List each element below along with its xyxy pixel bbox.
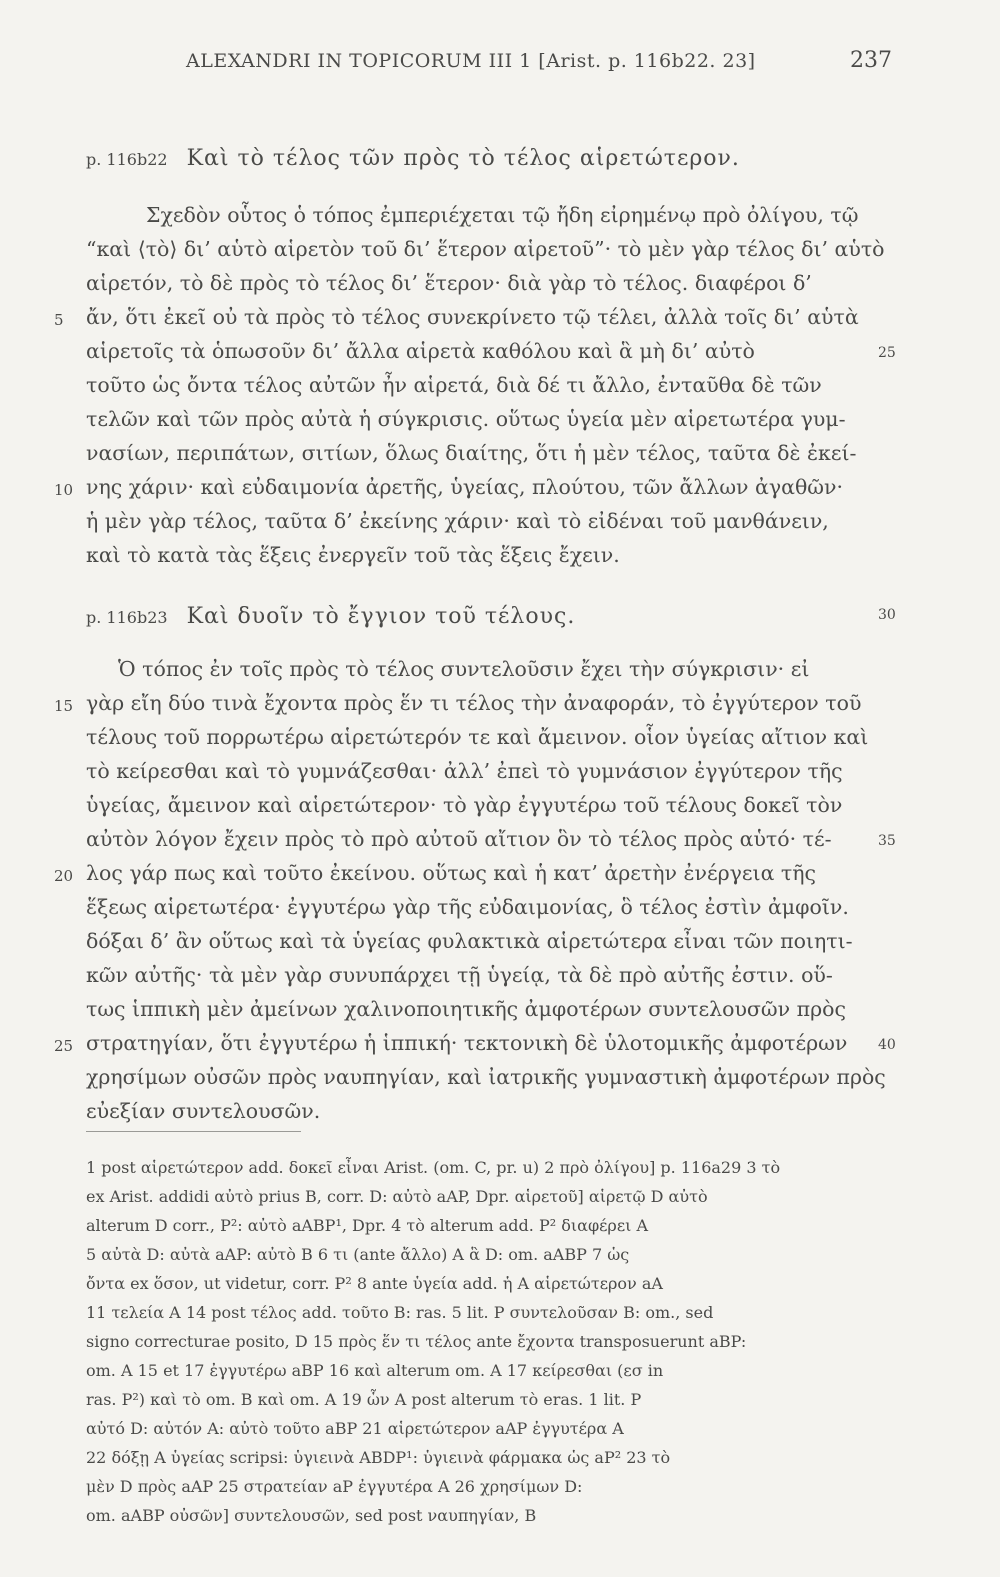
margin-number: 25 [878,345,896,361]
text-line: γὰρ εἴη δύο τινὰ ἔχοντα πρὸς ἕν τι τέλος τὴν ἀναφοράν, τὸ ἐγγύτερον τοῦ [86,691,862,715]
text-line: δόξαι δ’ ἂν οὕτως καὶ τὰ ὑγείας φυλακτικὰ αἱρετώτερα εἶναι τῶν ποιητι- [86,929,853,953]
text-line: νασίων, περιπάτων, σιτίων, ὅλως διαίτης, ὅτι ἡ μὲν τέλος, ταῦτα δὲ ἐκεί- [86,441,857,465]
text-line: αἱρετοῖς τὰ ὁπωσοῦν δι’ ἄλλα αἱρετὰ καθόλου καὶ ἃ μὴ δι’ αὐτὸ [86,339,755,363]
text-line: τέλους τοῦ πορρωτέρω αἱρετώτερόν τε καὶ ἄμεινον. οἷον ὑγείας αἴτιον καὶ [86,725,869,749]
text-line: χρησίμων οὐσῶν πρὸς ναυπηγίαν, καὶ ἰατρικῆς γυμναστικὴ ἀμφοτέρων πρὸς [86,1065,886,1089]
margin-number: 40 [878,1037,896,1053]
text-line: τοῦτο ὡς ὄντα τέλος αὐτῶν ἦν αἱρετά, διὰ δέ τι ἄλλο, ἐνταῦθα δὲ τῶν [86,373,822,397]
text-line: εὐεξίαν συντελουσῶν. [86,1099,321,1123]
section-reference: p. 116b22 [86,150,168,169]
footnote-line: alterum D corr., P²: αὐτὸ aABP¹, Dpr. 4 τὸ alterum add. P² διαφέρει A [86,1216,649,1235]
text-line: τὸ κείρεσθαι καὶ τὸ γυμνάζεσθαι· ἀλλ’ ἐπεὶ τὸ γυμνάσιον ἐγγύτερον τῆς [86,759,843,783]
footnote-rule [86,1131,301,1132]
text-line: αὐτὸν λόγον ἔχειν πρὸς τὸ πρὸ αὐτοῦ αἴτιον ὃν τὸ τέλος πρὸς αὑτό· τέ- [86,827,832,851]
line-number: 15 [54,697,74,715]
text-line: ἄν, ὅτι ἐκεῖ οὐ τὰ πρὸς τὸ τέλος συνεκρίνετο τῷ τέλει, ἀλλὰ τοῖς δι’ αὑτὰ [86,305,859,329]
text-line: ἕξεως αἱρετωτέρα· ἐγγυτέρω γὰρ τῆς εὐδαιμονίας, ὃ τέλος ἐστὶν ἀμφοῖν. [86,895,849,919]
text-line: καὶ τὸ κατὰ τὰς ἕξεις ἐνεργεῖν τοῦ τὰς ἕξεις ἔχειν. [86,543,620,567]
section-lemma: Καὶ τὸ τέλος τῶν πρὸς τὸ τέλος αἱρετώτερον. [186,146,740,171]
line-number: 20 [54,867,74,885]
section-heading [86,604,575,629]
footnote-line: signo correcturae posito, D 15 πρὸς ἕν τι τέλος ante ἔχοντα transposuerunt aBP: [86,1332,747,1351]
footnote-line: om. aABP οὐσῶν] συντελουσῶν, sed post ναυπηγίαν, B [86,1506,537,1525]
section-heading [86,146,740,171]
page-number: 237 [850,48,892,73]
line-number: 25 [54,1037,74,1055]
text-line: νης χάριν· καὶ εὐδαιμονία ἀρετῆς, ὑγείας, πλούτου, τῶν ἄλλων ἀγαθῶν· [86,475,843,499]
section-lemma: Καὶ δυοῖν τὸ ἔγγιον τοῦ τέλους. [186,604,576,629]
text-line: στρατηγίαν, ὅτι ἐγγυτέρω ἡ ἱππική· τεκτονικὴ δὲ ὑλοτομικῆς ἀμφοτέρων [86,1031,848,1055]
text-line: ὑγείας, ἄμεινον καὶ αἱρετώτερον· τὸ γὰρ ἐγγυτέρω τοῦ τέλους δοκεῖ τὸν [86,793,843,817]
text-line: λος γάρ πως καὶ τοῦτο ἐκείνου. οὕτως καὶ ἡ κατ’ ἀρετὴν ἐνέργεια τῆς [86,861,817,885]
footnote-line: 1 post αἱρετώτερον add. δοκεῖ εἶναι Arist. (om. C, pr. u) 2 πρὸ ὀλίγου] p. 116a29 3 τὸ [86,1158,781,1177]
margin-number: 30 [878,607,896,623]
text-line: κῶν αὐτῆς· τὰ μὲν γὰρ συνυπάρχει τῇ ὑγείᾳ, τὰ δὲ πρὸ αὐτῆς ἐστιν. οὕ- [86,963,833,987]
footnote-line: om. A 15 et 17 ἐγγυτέρω aBP 16 καὶ alterum om. A 17 κείρεσθαι (εσ in [86,1361,664,1380]
footnote-line: ὄντα ex ὅσον, ut videtur, corr. P² 8 ante ὑγεία add. ἡ A αἱρετώτερον aA [86,1274,663,1293]
text-line: Σχεδὸν οὗτος ὁ τόπος ἐμπεριέχεται τῷ ἤδη εἰρημένῳ πρὸ ὀλίγου, τῷ [146,203,859,227]
text-line: αἱρετόν, τὸ δὲ πρὸς τὸ τέλος δι’ ἕτερον· διὰ γὰρ τὸ τέλος. διαφέροι δ’ [86,271,812,295]
footnote-line: 22 δόξῃ A ὑγείας scripsi: ὑγιεινὰ ABDP¹: ὑγιεινὰ φάρμακα ὡς aP² 23 τὸ [86,1448,671,1467]
footnote-line: ex Arist. addidi αὐτὸ prius B, corr. D: αὐτὸ aAP, Dpr. αἱρετοῦ] αἱρετῷ D αὐτὸ [86,1187,708,1206]
line-number: 10 [54,481,74,499]
text-line: τως ἱππικὴ μὲν ἀμείνων χαλινοποιητικῆς ἀμφοτέρων συντελουσῶν πρὸς [86,997,846,1021]
footnote-line: μὲν D πρὸς aAP 25 στρατείαν aP ἐγγυτέρα A 26 χρησίμων D: [86,1477,583,1496]
footnote-line: 11 τελεία A 14 post τέλος add. τοῦτο B: ras. 5 lit. P συντελοῦσαν B: om., sed [86,1303,714,1322]
section-reference: p. 116b23 [86,608,168,627]
text-line: Ὁ τόπος ἐν τοῖς πρὸς τὸ τέλος συντελοῦσιν ἔχει τὴν σύγκρισιν· εἰ [118,657,810,681]
running-title: ALEXANDRI IN TOPICORUM III 1 [Arist. p. 116b22. 23] [186,50,756,72]
text-line: τελῶν καὶ τῶν πρὸς αὐτὰ ἡ σύγκρισις. οὕτως ὑγεία μὲν αἱρετωτέρα γυμ- [86,407,846,431]
text-line: “καὶ ⟨τὸ⟩ δι’ αὑτὸ αἱρετὸν τοῦ δι’ ἕτερον αἱρετοῦ”· τὸ μὲν γὰρ τέλος δι’ αὑτὸ [86,237,885,261]
footnote-line: ras. P²) καὶ τὸ om. B καὶ om. A 19 ὧν A post alterum τὸ eras. 1 lit. P [86,1390,642,1409]
text-line: ἡ μὲν γὰρ τέλος, ταῦτα δ’ ἐκείνης χάριν· καὶ τὸ εἰδέναι τοῦ μανθάνειν, [86,509,829,533]
margin-number: 35 [878,833,896,849]
footnote-line: 5 αὐτὰ D: αὐτὰ aAP: αὐτὸ B 6 τι (ante ἄλλο) A ἃ D: om. aABP 7 ὡς [86,1245,630,1264]
footnote-line: αὐτό D: αὐτόν A: αὐτὸ τοῦτο aBP 21 αἱρετώτερον aAP ἐγγυτέρα A [86,1419,624,1438]
line-number: 5 [54,311,64,329]
